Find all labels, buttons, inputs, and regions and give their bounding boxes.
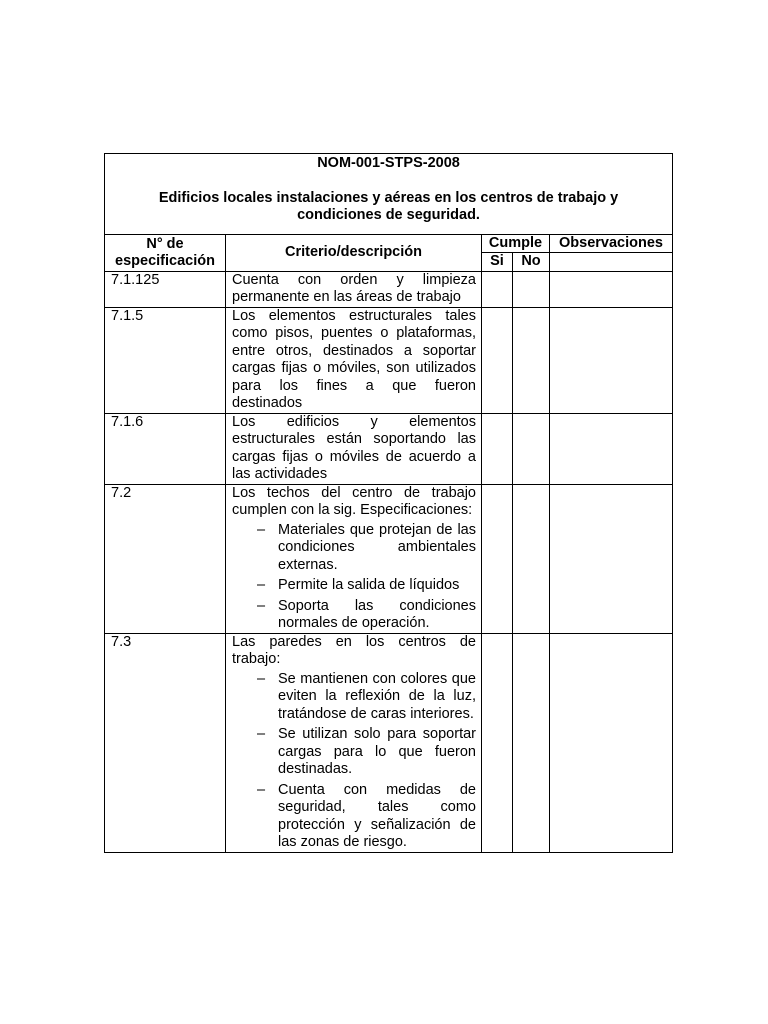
- observations-cell[interactable]: [550, 271, 673, 307]
- yes-cell[interactable]: [482, 484, 513, 633]
- criteria-cell: [226, 484, 482, 633]
- observations-cell[interactable]: [550, 484, 673, 633]
- standard-title: NOM-001-STPS-2008: [317, 155, 460, 171]
- table-row: [105, 413, 673, 484]
- header-criteria: Criterio/descripción: [226, 234, 482, 271]
- criteria-bullet-item: – Se mantienen con colores que eviten la reflexión de la luz, tratándose de caras interiores.: [278, 671, 476, 724]
- header-no: No: [513, 253, 550, 272]
- observations-cell[interactable]: [550, 307, 673, 413]
- spec-number-cell: 7.3: [105, 633, 226, 852]
- table-row: [105, 271, 673, 307]
- spec-number-cell: 7.1.5: [105, 307, 226, 413]
- header-yes: Si: [482, 253, 513, 272]
- yes-cell[interactable]: [482, 633, 513, 852]
- observations-cell[interactable]: [550, 633, 673, 852]
- observations-cell[interactable]: [550, 413, 673, 484]
- criteria-bullet-item: – Materiales que protejan de las condiciones ambientales externas.: [278, 522, 476, 575]
- header-observations-blank: [550, 253, 673, 272]
- title-row: [105, 154, 673, 235]
- no-cell[interactable]: [513, 633, 550, 852]
- criteria-bullet-list: [232, 671, 476, 852]
- criteria-cell: [226, 633, 482, 852]
- criteria-bullet-item: – Permite la salida de líquidos: [278, 577, 476, 595]
- criteria-text: Cuenta con orden y limpieza permanente en las áreas de trabajo: [232, 271, 476, 305]
- criteria-bullet-item: – Se utilizan solo para soportar cargas para lo que fueron destinadas.: [278, 726, 476, 779]
- criteria-bullet-item: – Soporta las condiciones normales de operación.: [278, 598, 476, 633]
- criteria-text: Los elementos estructurales tales como pisos, puentes o plataformas, entre otros, destinados a soportar cargas fijas o móviles, son utilizados para los fines a que fueron destinados: [232, 307, 476, 411]
- spec-number-cell: 7.1.125: [105, 271, 226, 307]
- checklist-sheet: [104, 153, 672, 853]
- spec-number-cell: 7.1.6: [105, 413, 226, 484]
- header-spec-number: N° de especificación: [105, 234, 226, 271]
- spec-number-cell: 7.2: [105, 484, 226, 633]
- criteria-bullet-item: – Cuenta con medidas de seguridad, tales como protección y señalización de las zonas de riesgo.: [278, 782, 476, 852]
- table-row: [105, 633, 673, 852]
- table-row: [105, 307, 673, 413]
- no-cell[interactable]: [513, 307, 550, 413]
- criteria-text: Las paredes en los centros de trabajo:: [232, 633, 476, 667]
- document-subtitle: Edificios locales instalaciones y aéreas en los centros de trabajo y condiciones de seguridad.: [158, 189, 619, 223]
- checklist-table: [104, 153, 673, 853]
- criteria-cell: [226, 307, 482, 413]
- header-complies: Cumple: [482, 234, 550, 253]
- criteria-cell: [226, 271, 482, 307]
- table-row: [105, 484, 673, 633]
- no-cell[interactable]: [513, 271, 550, 307]
- yes-cell[interactable]: [482, 413, 513, 484]
- no-cell[interactable]: [513, 484, 550, 633]
- yes-cell[interactable]: [482, 271, 513, 307]
- title-cell: [105, 154, 673, 235]
- criteria-bullet-list: [232, 522, 476, 633]
- criteria-text: Los techos del centro de trabajo cumplen con la sig. Especificaciones:: [232, 484, 476, 518]
- criteria-cell: [226, 413, 482, 484]
- header-observations: Observaciones: [550, 234, 673, 253]
- criteria-text: Los edificios y elementos estructurales están soportando las cargas fijas o móviles de acuerdo a las actividades: [232, 413, 476, 482]
- yes-cell[interactable]: [482, 307, 513, 413]
- header-row: [105, 234, 673, 253]
- no-cell[interactable]: [513, 413, 550, 484]
